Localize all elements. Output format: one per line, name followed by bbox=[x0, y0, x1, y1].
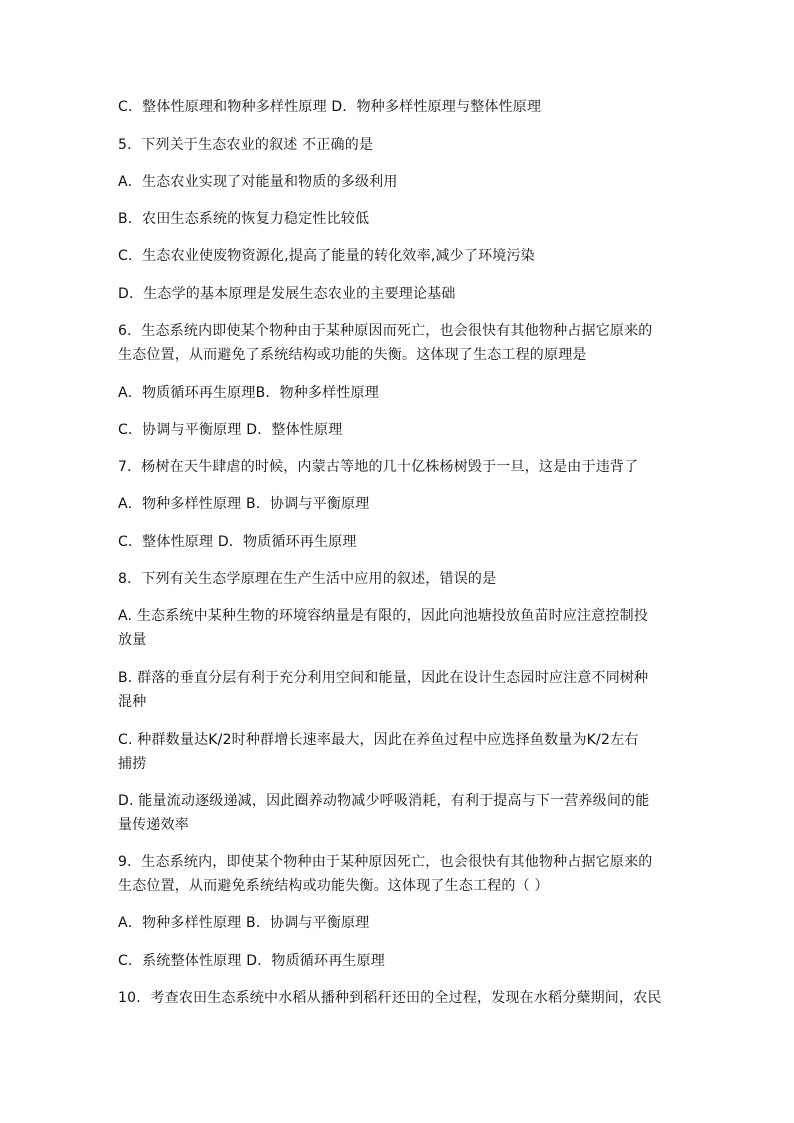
option-line: D．生态学的基本原理是发展生态农业的主要理论基础 bbox=[118, 286, 456, 302]
option-line: C. 种群数量达K/2时种群增长速率最大，因此在养鱼过程中应选择鱼数量为K/2左右 bbox=[118, 732, 639, 748]
question-8-stem: 8．下列有关生态学原理在生产生活中应用的叙述，错误的是 bbox=[118, 571, 497, 587]
option-line: C．生态农业使废物资源化,提高了能量的转化效率,减少了环境污染 bbox=[118, 248, 535, 264]
option-line: A．物种多样性原理 B．协调与平衡原理 bbox=[118, 915, 370, 931]
option-line: B．农田生态系统的恢复力稳定性比较低 bbox=[118, 211, 370, 227]
option-line-cont: 捕捞 bbox=[118, 756, 147, 772]
option-line: C．协调与平衡原理 D．整体性原理 bbox=[118, 422, 343, 438]
question-6-stem-cont: 生态位置，从而避免了系统结构或功能的失衡。这体现了生态工程的原理是 bbox=[118, 347, 587, 363]
text-line: C．整体性原理和物种多样性原理 D．物种多样性原理与整体性原理 bbox=[118, 99, 542, 115]
option-line: C．整体性原理 D．物质循环再生原理 bbox=[118, 534, 357, 550]
question-6-stem: 6．生态系统内即使某个物种由于某种原因而死亡，也会很快有其他物种占据它原来的 bbox=[118, 323, 653, 339]
option-line: A．生态农业实现了对能量和物质的多级利用 bbox=[118, 174, 398, 190]
option-line: A．物质循环再生原理B．物种多样性原理 bbox=[118, 385, 379, 401]
option-line: A. 生态系统中某种生物的环境容纳量是有限的，因此向池塘投放鱼苗时应注意控制投 bbox=[118, 608, 649, 624]
option-line: B. 群落的垂直分层有利于充分利用空间和能量，因此在设计生态园时应注意不同树种 bbox=[118, 670, 649, 686]
option-line: A．物种多样性原理 B．协调与平衡原理 bbox=[118, 496, 370, 512]
question-7-stem: 7．杨树在天牛肆虐的时候，内蒙古等地的几十亿株杨树毁于一旦，这是由于违背了 bbox=[118, 459, 639, 475]
question-10-stem: 10．考查农田生态系统中水稻从播种到稻秆还田的全过程，发现在水稻分蘖期间，农民 bbox=[118, 990, 662, 1006]
option-line-cont: 放量 bbox=[118, 632, 147, 648]
question-9-stem-cont: 生态位置，从而避免系统结构或功能失衡。这体现了生态工程的（ ） bbox=[118, 878, 549, 894]
question-9-stem: 9．生态系统内，即使某个物种由于某种原因死亡，也会很快有其他物种占据它原来的 bbox=[118, 854, 653, 870]
option-line: C．系统整体性原理 D．物质循环再生原理 bbox=[118, 953, 386, 969]
option-line-cont: 混种 bbox=[118, 694, 147, 710]
option-line-cont: 量传递效率 bbox=[118, 817, 189, 833]
option-line: D. 能量流动逐级递减，因此圈养动物减少呼吸消耗，有利于提高与下一营养级间的能 bbox=[118, 793, 650, 809]
question-5-stem: 5．下列关于生态农业的叙述 不正确的是 bbox=[118, 137, 374, 153]
